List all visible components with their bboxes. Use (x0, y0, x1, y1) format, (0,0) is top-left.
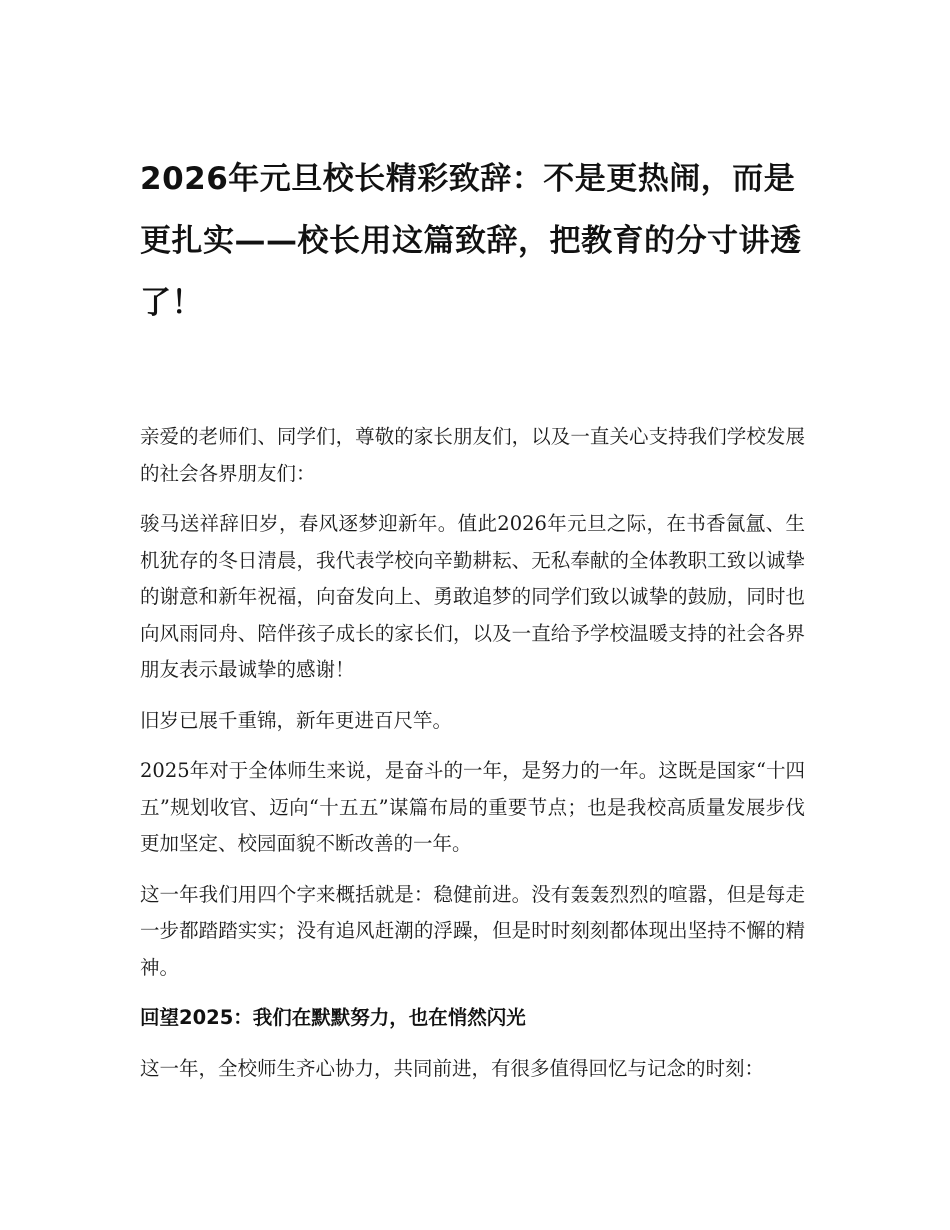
couplet-paragraph: 旧岁已展千重锦，新年更进百尺竿。 (140, 708, 453, 732)
document-page (140, 148, 805, 1101)
greeting-paragraph: 骏马送祥辞旧岁，春风逐梦迎新年。值此2026年元旦之际，在书香氤氲、生机犹存的冬日清晨，我代表学校向辛勤耕耘、无私奉献的全体教职工致以诚挚的谢意和新年祝福，向奋发向上、勇敢追梦的同学们致以诚挚的鼓励，同时也向风雨同舟、陪伴孩子成长的家长们，以及一直给予学校温暖支持的社会各界朋友表示最诚挚的感谢！ (140, 512, 805, 681)
section-heading: 回望2025：我们在默默努力，也在悄然闪光 (140, 1006, 526, 1029)
year-review-paragraph: 2025年对于全体师生来说，是奋斗的一年，是努力的一年。这既是国家“十四五”规划收官、迈向“十五五”谋篇布局的重要节点；也是我校高质量发展步伐更加坚定、校园面貌不断改善的一年。 (140, 759, 805, 855)
document-title: 2026年元旦校长精彩致辞：不是更热闹，而是更扎实——校长用这篇致辞，把教育的分寸讲透了！ (140, 161, 802, 321)
salutation-paragraph: 亲爱的老师们、同学们，尊敬的家长朋友们，以及一直关心支持我们学校发展的社会各界朋友们： (140, 425, 805, 485)
section-intro-paragraph: 这一年，全校师生齐心协力，共同前进，有很多值得回忆与记念的时刻： (140, 1056, 765, 1080)
summary-paragraph: 这一年我们用四个字来概括就是：稳健前进。没有轰轰烈烈的喧嚣，但是每走一步都踏踏实实；没有追风赶潮的浮躁，但是时时刻刻都体现出坚持不懈的精神。 (140, 882, 805, 979)
document-body (140, 419, 805, 1087)
